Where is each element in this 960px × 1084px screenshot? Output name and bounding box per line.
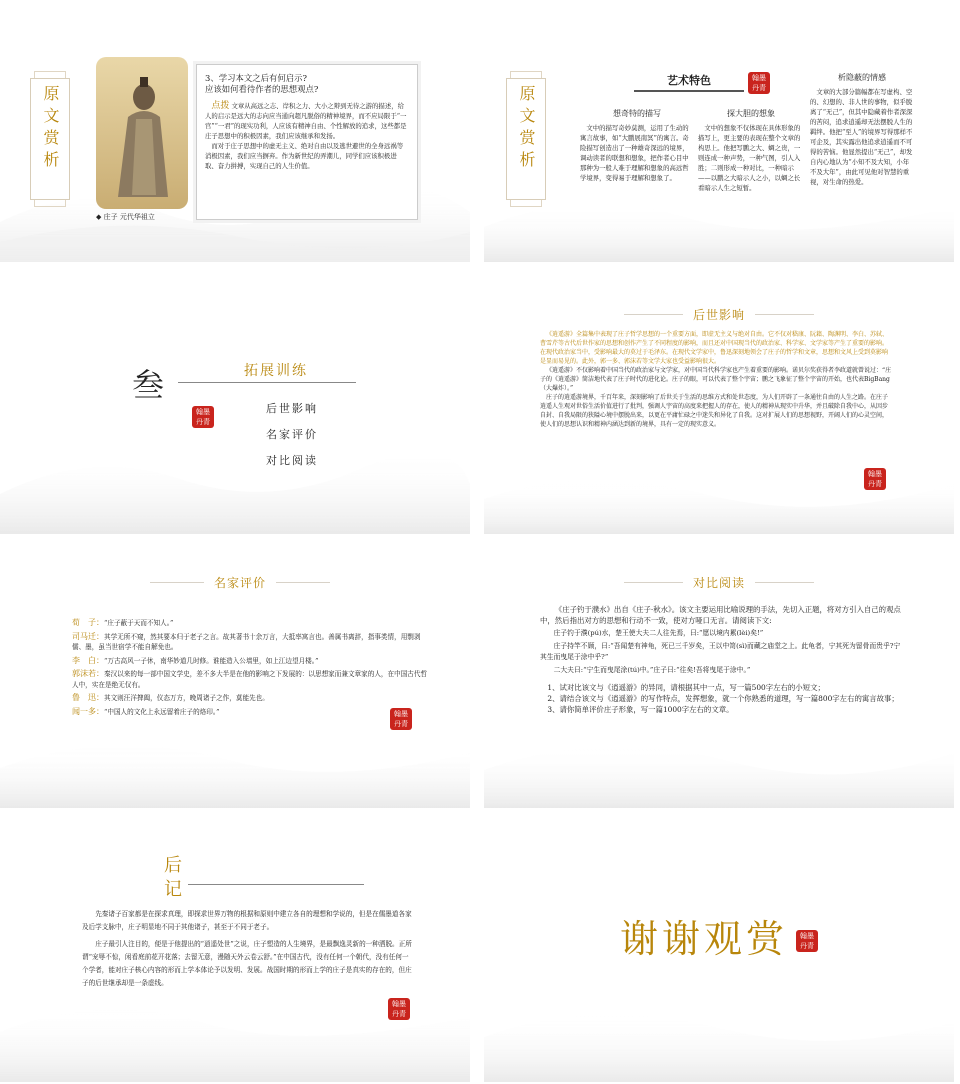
slide-2 — [484, 0, 954, 262]
section-label: 原文赏析 — [506, 78, 546, 200]
answer-para-2: 而对于庄子思想中的虚无主义、绝对自由以及逃世避世的全身远祸等消极因素，我们应当摒弃。作为新世纪的弄潮儿，同学们应该积极进取、奋力拼搏，实现自己的人生价值。 — [205, 142, 404, 170]
review-item: 鲁 迅：其文则汪洋捭阖，仪态万方，晚周诸子之作，莫能先也。 — [72, 693, 269, 702]
section-number: 叁 — [132, 366, 165, 404]
review-item: 闻一多：“中国人的文化上永远留着庄子的烙印。” — [72, 706, 220, 716]
mountain-mist — [484, 972, 954, 1082]
answer-para-1: 点拨 文章从高远之志、岸积之力、大小之辩到无待之游的描述，给人的启示是远大的志向应当通向超凡脱俗的精神境界，而不应局限于“一官”“一君”的现实功利，人应该有精神自由、个性解放的追求，这些都是庄子思想中的积极因素，我们应该继承和发扬。 — [205, 101, 407, 140]
zhuangzi-portrait — [96, 57, 188, 209]
review-item: 司马迁：其学无所不窥，然其要本归于老子之言。故其著书十余万言，大抵率寓言也。善属书离辞，指事类情，用剽剥儒、墨，虽当世宿学不能自解免也。 — [72, 631, 421, 651]
slide-6 — [484, 546, 954, 808]
outline-item[interactable]: 名家评价 — [266, 428, 318, 441]
feature-col-3: 析隐蔽的情感 文章的大部分篇幅都在写虚构、空的、幻想的、非人世的事物，似乎脱离了“无己”，但其中隐藏着作者深深的苦闷，追求逍遥却无法摆脱人生的羁绊。他把“至人”的境界写得那样不可企及，其实露出他追求逍遥而不可得的苦恼。他显然提出“无己”，却发自内心地认为“小知不及大知，小年不及大年”，由此可见他对智慧的重视，对生命的热爱。 — [810, 73, 913, 186]
slide-3 — [0, 272, 470, 534]
red-seal-icon: 翰墨丹青 — [864, 468, 886, 490]
question-line-1: 3、学习本文之后有何启示? — [205, 73, 307, 83]
slide-title: 后世影响 — [624, 304, 814, 324]
review-item: 李 白：“万古高风一子休，南华妙道几时修。谁能造入公墙里，如上江边望月楼。” — [72, 655, 319, 665]
slide-title: 名家评价 — [150, 572, 330, 592]
slide-title: 艺术特色 — [634, 72, 744, 92]
outline-item[interactable]: 后世影响 — [266, 402, 318, 415]
feature-col-1: 想奇特的描写 文中的描写奇妙莫测，运用了生动的寓言故事，如“大鹏展南冥”的寓言。奇险描写创造出了一种雄奇深远的境界，调动读者的联想和想象，把作者心目中那种为一般人难于理解和想象的高远哲学境界，变得易于理解和想象了。 — [580, 109, 689, 182]
red-seal-icon: 翰墨丹青 — [748, 72, 770, 94]
outline-item[interactable]: 对比阅读 — [266, 454, 318, 467]
red-seal-icon: 翰墨丹青 — [192, 406, 214, 428]
red-seal-icon: 翰墨丹青 — [796, 930, 818, 952]
slide-title: 后记 — [164, 855, 182, 900]
question-line-2: 应该如何看待作者的思想观点? — [205, 84, 319, 94]
section-label: 原文赏析 — [30, 78, 70, 200]
review-item: 郭沫若：秦汉以来的每一部中国文学史，差不多大半是在他的影响之下发展的：以思想家而兼文章家的人，在中国古代哲人中，实在是绝无仅有。 — [72, 669, 428, 689]
title-rule — [178, 382, 356, 383]
slide-5 — [0, 546, 470, 808]
slide-8 — [484, 820, 954, 1082]
title-rule — [188, 884, 364, 885]
review-item: 荀 子：“庄子蔽于天而不知人。” — [72, 618, 174, 627]
reading-text: 《庄子钓于濮水》出自《庄子·秋水》。该文主要运用比喻说理的手法，先切入正题，将对方引入自己的观点中，然后指出对方的思想和行动不一致，使对方哑口无言。请阅读下文: 庄子钓于濮(pú)水，楚王使大夫二人往先焉，曰:“愿以境内累(lèi)矣!” 庄子持竿不顾，曰:“吾闻楚有神龟，死已三千岁矣，王以中笥(sì)而藏之庙堂之上。此龟者，宁其死为留骨而贵乎?宁其生而曳尾于涂中乎?” 二大夫曰:“宁生而曳尾涂(tú)中。”庄子曰:“往矣!吾将曳尾于涂中。” 1、试对比该文与《逍遥游》的异同，请根据其中一点，写一篇500字左右的小短文； 2、请结合该文与《逍遥游》的写作特点，发挥想象，就一个你熟悉的道理，写一篇800字左右的寓言故事； 3、请你简单评价庄子形象，写一篇1000字左右的文章。 — [540, 605, 901, 714]
slide-7 — [0, 820, 470, 1082]
postscript-text: 先秦诸子百家都是在探求真理，即探求世界万物的根据和原则中建立各自的理想和学说的，但是在儒墨道各家及后学支脉中，庄子明显地不同于其他诸子，甚至于不同于老子。 庄子最引人注目的，便是于他提出的“逍遥处世”之说，庄子塑造的人生境界，是最飘逸灵新的一种洒脱。正所谓“宠辱不惊，闲看庭前花开花落；去留无意，漫随天外云卷云舒。”在中国古代，没有任何一个朝代，没有任何一个学者，能对庄子核心内容的形而上学本体论予以发明、发展。战国时期的形而上学的庄子是真实的存在的，但庄子的后世继承却是一条虚线。 — [82, 910, 412, 987]
mountain-mist — [0, 424, 470, 534]
influence-text: 《逍遥游》全篇集中表现了庄子哲学思想的一个重要方面，即虚无主义与绝对自由。它不仅对嵇康、阮籍、陶渊明、李白、苏轼、曹雪芹等古代后世作家的思想和创作产生了不同程度的影响，而且还对中国现当代的政治家、科学家、文学家等产生了重要的影响。在现代政治家当中，受影响最大的莫过于毛泽东。在现代文学家中，鲁迅深刻地领会了庄子的哲学和文章，思想和文风上受到莫影响是显而易见的。此外，郭一多、郭沫若等文学大家也受益影响很大。 《逍遥游》不仅影响着中国当代的政治家与文学家，对中国当代科学家也产生着重要的影响。诺贝尔奖获得者李政道就曾说过：“庄子的《逍遥游》简洁地代表了庄子时代的进化论。庄子的眼，可以代表了整个宇宙；鹏之飞象征了整个宇宙的开始，也代表BigBang（大爆炸）。” 庄子的逍遥游境界，千百年来，深刻影响了后世关于生活的思维方式和处世态度，为人们开辟了一条通往自由的人生之路。在庄子逍遥人生观对世俗生活价值进行了批判，强调人宇宙的高度来把握人的存在，使人的精神从现实中升华，并且破除自我中心，从因步自封、自我局限的狭隘心境中摆脱出来，以更在平庸忙碌之中迷失和异化了自我。这对扩展人们的思想视野，开阔人们的心灵空间，使人们的思想认识和精神内涵达到新的境界，具有一定的现实意义。 — [540, 331, 892, 428]
red-seal-icon: 翰墨丹青 — [390, 708, 412, 730]
red-seal-icon: 翰墨丹青 — [388, 998, 410, 1020]
section-title: 拓展训练 — [244, 363, 308, 379]
slide-title: 对比阅读 — [624, 572, 814, 592]
answer-card — [196, 64, 418, 220]
portrait-caption: ◆ 庄子 元代华祖立 — [96, 213, 155, 221]
outline-list — [266, 396, 318, 474]
feature-col-2: 探大胆的想象 文中的想象不仅体现在具体形象的描写上，更主要的表现在整个文章的构思上。他把写鹏之大、蜩之贵，一则连成一种声势，一种气图，引人入胜；二则形成一种对比，一种暗示——以鹏之大暗示人之小，以蜩之长看暗示人生之短暂。 — [698, 109, 801, 192]
thanks-title: 谢谢观赏 — [620, 917, 789, 961]
slide-1 — [0, 0, 470, 262]
review-list — [72, 618, 432, 717]
diamond-icon: ◆ — [96, 213, 102, 221]
lead-word: 点拨 — [211, 101, 230, 111]
slide-4 — [484, 272, 954, 534]
